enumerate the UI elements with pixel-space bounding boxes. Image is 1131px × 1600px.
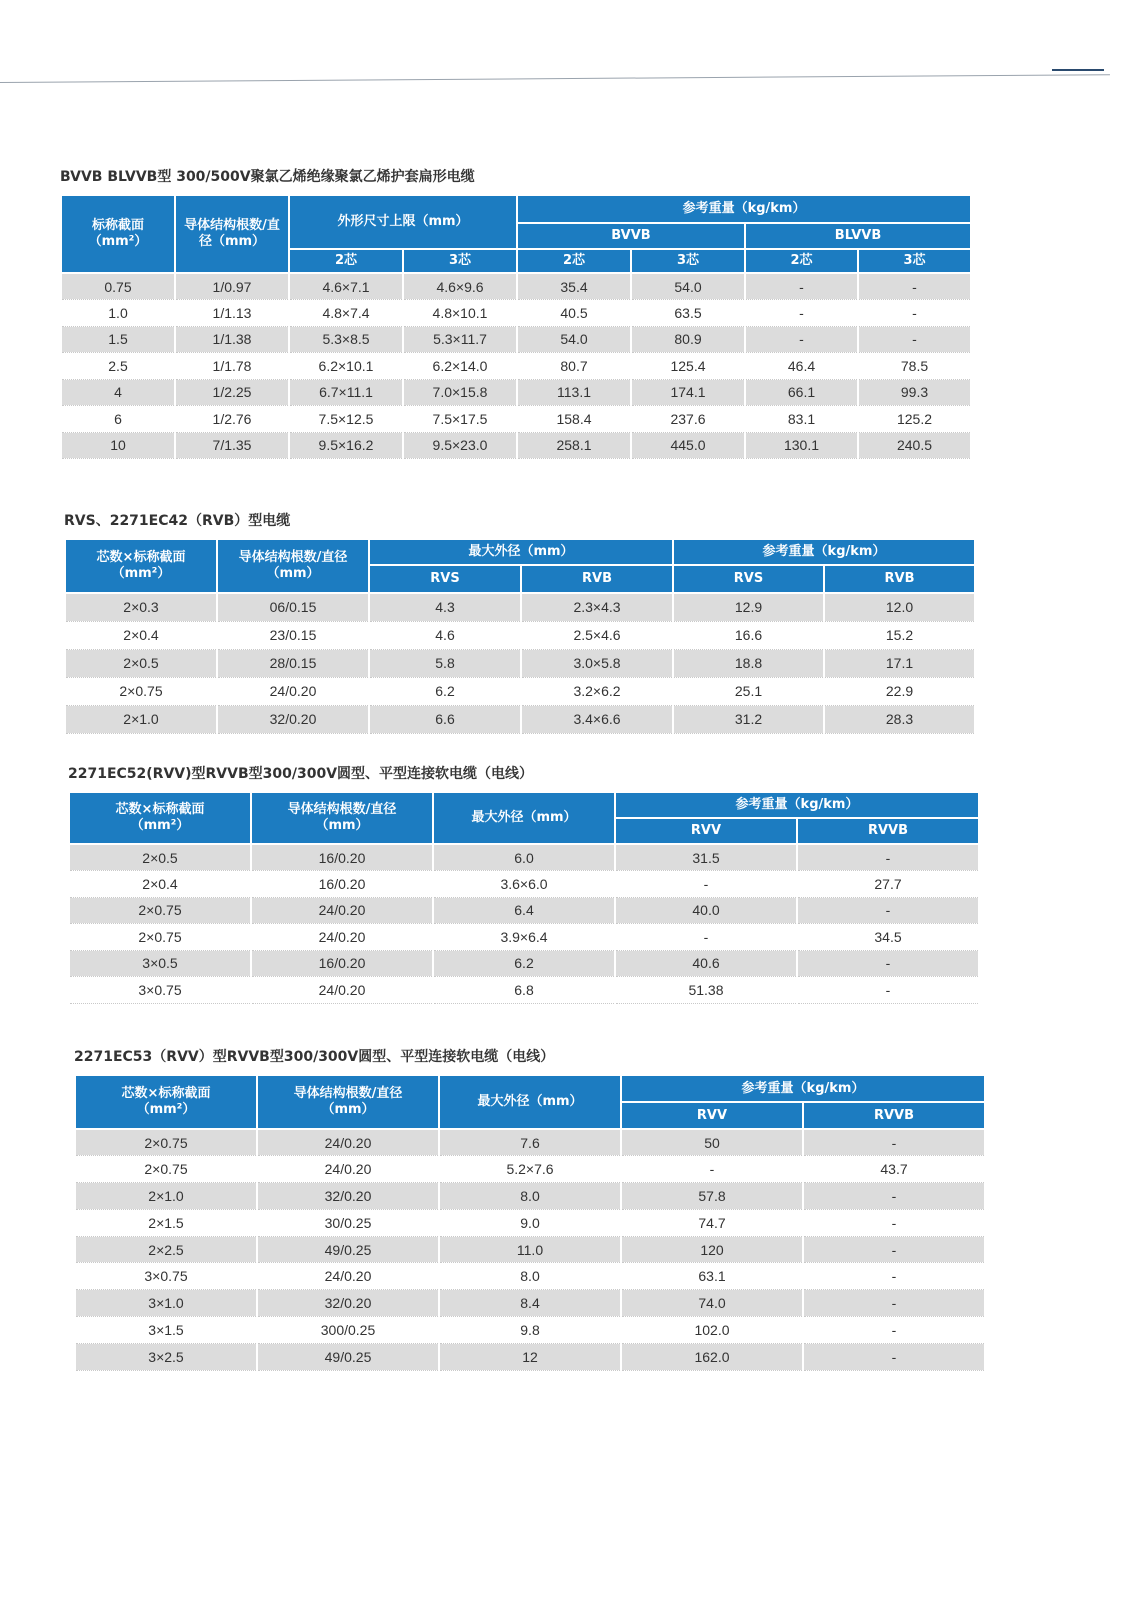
cell: 9.0 (439, 1209, 621, 1236)
cell: - (745, 326, 858, 353)
cell: 06/0.15 (217, 593, 369, 621)
table-row (75, 1290, 985, 1317)
cell: 18.8 (673, 649, 824, 677)
cell: 51.38 (615, 977, 797, 1004)
cell: 1/0.97 (175, 273, 289, 300)
cell: 3.4×6.6 (521, 705, 673, 733)
header-blvvb-3core: 3芯 (858, 249, 971, 273)
cell: 2×0.75 (69, 897, 251, 924)
header-reference-weight: 参考重量（kg/km） (621, 1075, 985, 1102)
cell: 120 (621, 1236, 803, 1263)
cell: 34.5 (797, 924, 979, 951)
cell: 258.1 (517, 432, 631, 459)
cell: 7.6 (439, 1129, 621, 1156)
header-weight-rvb: RVB (824, 565, 975, 593)
header-blvvb-2core: 2芯 (745, 249, 858, 273)
rvv-ec52-table-title: 2271EC52(RVV)型RVVB型300/300V圆型、平型连接软电缆（电线） (68, 766, 534, 782)
cell: 2×0.3 (65, 593, 217, 621)
table-row (69, 897, 979, 924)
table-row (75, 1236, 985, 1263)
cell: 7/1.35 (175, 432, 289, 459)
cell: - (858, 326, 971, 353)
table-row (69, 871, 979, 898)
header-weight-rvs: RVS (673, 565, 824, 593)
table-row (61, 353, 971, 380)
cell: 99.3 (858, 379, 971, 406)
cell: 11.0 (439, 1236, 621, 1263)
rvv-ec53-section (74, 1046, 984, 1371)
cell: 49/0.25 (257, 1343, 439, 1370)
cell: 24/0.20 (251, 977, 433, 1004)
cell: 24/0.20 (251, 924, 433, 951)
cell: 237.6 (631, 406, 745, 433)
cell: 8.4 (439, 1290, 621, 1317)
cell: 25.1 (673, 677, 824, 705)
cell: - (803, 1290, 985, 1317)
cell: 3×1.0 (75, 1290, 257, 1317)
cell: 46.4 (745, 353, 858, 380)
cell: 35.4 (517, 273, 631, 300)
cell: - (803, 1236, 985, 1263)
cell: 2×0.5 (65, 649, 217, 677)
cell: 2×0.75 (69, 924, 251, 951)
cell: 66.1 (745, 379, 858, 406)
cell: 32/0.20 (217, 705, 369, 733)
header-nominal-section: 标称截面（mm²） (61, 195, 175, 273)
cell: - (615, 924, 797, 951)
cell: 4.6×7.1 (289, 273, 403, 300)
cell: - (615, 871, 797, 898)
cell: 50 (621, 1129, 803, 1156)
header-conductor-structure: 导体结构根数/直径（mm） (175, 195, 289, 273)
bvvb-table-title: BVVB BLVVB型 300/500V聚氯乙烯绝缘聚氯乙烯护套扁形电缆 (60, 169, 475, 185)
cell: - (803, 1129, 985, 1156)
header-weight-rvv: RVV (615, 818, 797, 844)
header-conductor-structure: 导体结构根数/直径（mm） (251, 792, 433, 844)
cell: 24/0.20 (257, 1156, 439, 1183)
table-row (69, 977, 979, 1004)
header-cores-section: 芯数×标称截面（mm²） (65, 539, 217, 593)
header-cores-section: 芯数×标称截面（mm²） (75, 1075, 257, 1129)
cell: 2×1.0 (75, 1183, 257, 1210)
cell: 1/1.38 (175, 326, 289, 353)
cell: 5.8 (369, 649, 521, 677)
cell: 80.9 (631, 326, 745, 353)
rvs-table-title: RVS、2271EC42（RVB）型电缆 (64, 513, 291, 529)
cell: 1.5 (61, 326, 175, 353)
cell: 23/0.15 (217, 621, 369, 649)
header-cores-section: 芯数×标称截面（mm²） (69, 792, 251, 844)
header-max-od: 最大外径（mm） (433, 792, 615, 844)
cell: 22.9 (824, 677, 975, 705)
header-bvvb: BVVB (517, 223, 745, 249)
cell: - (797, 950, 979, 977)
table-row (75, 1263, 985, 1290)
header-weight-rvvb: RVVB (803, 1102, 985, 1129)
cell: 74.7 (621, 1209, 803, 1236)
cell: - (803, 1209, 985, 1236)
cell: 28.3 (824, 705, 975, 733)
cell: 7.0×15.8 (403, 379, 517, 406)
cell: 158.4 (517, 406, 631, 433)
cell: 40.6 (615, 950, 797, 977)
cell: 3.0×5.8 (521, 649, 673, 677)
cell: 16/0.20 (251, 871, 433, 898)
cell: 24/0.20 (217, 677, 369, 705)
rvs-table (64, 538, 976, 734)
cell: 17.1 (824, 649, 975, 677)
cell: 12 (439, 1343, 621, 1370)
cell: 2×0.5 (69, 844, 251, 871)
cell: 4.8×10.1 (403, 300, 517, 327)
cell: - (797, 844, 979, 871)
cell: 24/0.20 (257, 1129, 439, 1156)
cell: 4.6 (369, 621, 521, 649)
table-row (75, 1343, 985, 1370)
cell: 12.0 (824, 593, 975, 621)
top-rule-line (0, 74, 1110, 83)
cell: 2×0.4 (65, 621, 217, 649)
cell: 6.2×10.1 (289, 353, 403, 380)
cell: 3×0.5 (69, 950, 251, 977)
header-od-rvb: RVB (521, 565, 673, 593)
cell: 3×1.5 (75, 1317, 257, 1344)
cell: 16/0.20 (251, 950, 433, 977)
header-dim-3core: 3芯 (403, 249, 517, 273)
table-row (69, 950, 979, 977)
cell: 4 (61, 379, 175, 406)
cell: - (803, 1183, 985, 1210)
cell: 1/2.76 (175, 406, 289, 433)
cell: 24/0.20 (251, 897, 433, 924)
header-bvvb-2core: 2芯 (517, 249, 631, 273)
cell: 54.0 (631, 273, 745, 300)
table-row (65, 705, 975, 733)
table-row (61, 326, 971, 353)
cell: 40.0 (615, 897, 797, 924)
cell: - (803, 1343, 985, 1370)
rvs-section (64, 510, 974, 734)
header-conductor-structure: 导体结构根数/直径（mm） (217, 539, 369, 593)
cell: - (797, 977, 979, 1004)
table-row (69, 924, 979, 951)
header-conductor-structure: 导体结构根数/直径（mm） (257, 1075, 439, 1129)
cell: 3×0.75 (69, 977, 251, 1004)
cell: 174.1 (631, 379, 745, 406)
cell: 40.5 (517, 300, 631, 327)
cell: 4.8×7.4 (289, 300, 403, 327)
table-row (65, 621, 975, 649)
header-od-rvs: RVS (369, 565, 521, 593)
header-weight-rvvb: RVVB (797, 818, 979, 844)
header-bvvb-3core: 3芯 (631, 249, 745, 273)
cell: 8.0 (439, 1183, 621, 1210)
cell: 9.5×23.0 (403, 432, 517, 459)
cell: 125.4 (631, 353, 745, 380)
cell: 54.0 (517, 326, 631, 353)
cell: 3.6×6.0 (433, 871, 615, 898)
cell: 6.7×11.1 (289, 379, 403, 406)
cell: 9.5×16.2 (289, 432, 403, 459)
cell: 3.9×6.4 (433, 924, 615, 951)
cell: 102.0 (621, 1317, 803, 1344)
cell: - (745, 300, 858, 327)
cell: 32/0.20 (257, 1183, 439, 1210)
cell: 12.9 (673, 593, 824, 621)
table-row (75, 1317, 985, 1344)
table-row (65, 649, 975, 677)
table-row (61, 273, 971, 300)
cell: - (858, 300, 971, 327)
table-row (75, 1183, 985, 1210)
cell: 43.7 (803, 1156, 985, 1183)
cell: 24/0.20 (257, 1263, 439, 1290)
cell: 74.0 (621, 1290, 803, 1317)
cell: 6.2×14.0 (403, 353, 517, 380)
header-max-od: 最大外径（mm） (369, 539, 673, 565)
cell: 130.1 (745, 432, 858, 459)
cell: 2×0.4 (69, 871, 251, 898)
cell: 3.2×6.2 (521, 677, 673, 705)
cell: 78.5 (858, 353, 971, 380)
cell: 445.0 (631, 432, 745, 459)
header-max-od: 最大外径（mm） (439, 1075, 621, 1129)
rvv-ec53-table (74, 1074, 986, 1371)
cell: - (803, 1317, 985, 1344)
rvv-ec53-table-title: 2271EC53（RVV）型RVVB型300/300V圆型、平型连接软电缆（电线） (74, 1049, 555, 1065)
header-reference-weight: 参考重量（kg/km） (517, 195, 971, 223)
cell: 2.5 (61, 353, 175, 380)
cell: 1/1.13 (175, 300, 289, 327)
table-row (61, 379, 971, 406)
header-outer-dimension: 外形尺寸上限（mm） (289, 195, 517, 249)
cell: 2.5×4.6 (521, 621, 673, 649)
cell: 6.0 (433, 844, 615, 871)
cell: 6.2 (433, 950, 615, 977)
cell: 7.5×17.5 (403, 406, 517, 433)
cell: - (858, 273, 971, 300)
cell: 16/0.20 (251, 844, 433, 871)
cell: 5.3×11.7 (403, 326, 517, 353)
table-row (69, 844, 979, 871)
cell: - (803, 1263, 985, 1290)
cell: 6.2 (369, 677, 521, 705)
cell: 162.0 (621, 1343, 803, 1370)
cell: 6 (61, 406, 175, 433)
table-row (61, 406, 971, 433)
cell: 30/0.25 (257, 1209, 439, 1236)
cell: 28/0.15 (217, 649, 369, 677)
table-row (75, 1129, 985, 1156)
cell: 240.5 (858, 432, 971, 459)
cell: 3×0.75 (75, 1263, 257, 1290)
bvvb-section (60, 166, 970, 459)
top-rule-accent (1052, 69, 1104, 71)
cell: 6.4 (433, 897, 615, 924)
cell: 16.6 (673, 621, 824, 649)
table-row (61, 300, 971, 327)
cell: 8.0 (439, 1263, 621, 1290)
table-row (75, 1209, 985, 1236)
cell: 1/2.25 (175, 379, 289, 406)
cell: 63.5 (631, 300, 745, 327)
cell: 4.3 (369, 593, 521, 621)
cell: 32/0.20 (257, 1290, 439, 1317)
cell: 2×0.75 (75, 1129, 257, 1156)
cell: 1.0 (61, 300, 175, 327)
cell: 63.1 (621, 1263, 803, 1290)
header-reference-weight: 参考重量（kg/km） (673, 539, 975, 565)
cell: 2×1.0 (65, 705, 217, 733)
table-row (61, 432, 971, 459)
header-weight-rvv: RVV (621, 1102, 803, 1129)
cell: 10 (61, 432, 175, 459)
rvv-ec52-table (68, 791, 980, 1004)
cell: 7.5×12.5 (289, 406, 403, 433)
cell: - (621, 1156, 803, 1183)
cell: 27.7 (797, 871, 979, 898)
table-row (65, 593, 975, 621)
cell: 83.1 (745, 406, 858, 433)
rvv-ec52-section (68, 763, 978, 1004)
cell: 5.2×7.6 (439, 1156, 621, 1183)
header-reference-weight: 参考重量（kg/km） (615, 792, 979, 818)
cell: 6.6 (369, 705, 521, 733)
cell: 5.3×8.5 (289, 326, 403, 353)
cell: 300/0.25 (257, 1317, 439, 1344)
cell: 31.5 (615, 844, 797, 871)
cell: 31.2 (673, 705, 824, 733)
cell: 3×2.5 (75, 1343, 257, 1370)
table-row (65, 677, 975, 705)
cell: 1/1.78 (175, 353, 289, 380)
cell: - (745, 273, 858, 300)
cell: 2×0.75 (65, 677, 217, 705)
cell: 49/0.25 (257, 1236, 439, 1263)
cell: 2×1.5 (75, 1209, 257, 1236)
cell: 4.6×9.6 (403, 273, 517, 300)
cell: 9.8 (439, 1317, 621, 1344)
cell: 6.8 (433, 977, 615, 1004)
bvvb-table (60, 194, 972, 459)
cell: 125.2 (858, 406, 971, 433)
cell: 0.75 (61, 273, 175, 300)
cell: 2.3×4.3 (521, 593, 673, 621)
cell: - (797, 897, 979, 924)
cell: 57.8 (621, 1183, 803, 1210)
cell: 113.1 (517, 379, 631, 406)
header-blvvb: BLVVB (745, 223, 971, 249)
cell: 80.7 (517, 353, 631, 380)
cell: 2×0.75 (75, 1156, 257, 1183)
table-row (75, 1156, 985, 1183)
cell: 15.2 (824, 621, 975, 649)
header-dim-2core: 2芯 (289, 249, 403, 273)
cell: 2×2.5 (75, 1236, 257, 1263)
